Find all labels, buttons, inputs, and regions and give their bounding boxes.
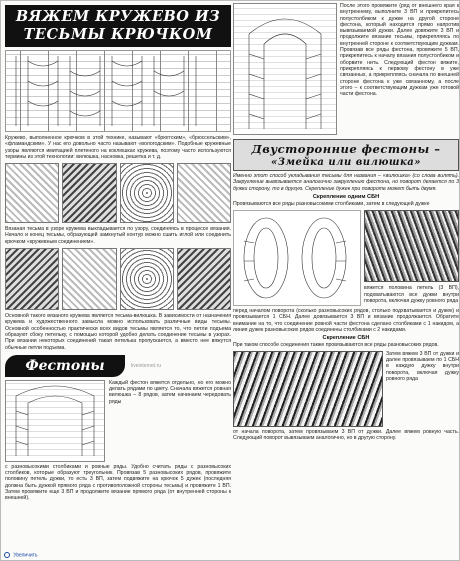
bottom-block [233, 351, 459, 427]
lace-swatch [62, 163, 116, 223]
festony-block [5, 380, 231, 462]
bottom-side-text: Затем вяжем 3 ВП от дужки и далее провязываем по 1 СБН в каждую дужку внутри поворота, включая дужку ровного ряда [386, 350, 459, 382]
lace-swatch [120, 248, 174, 310]
lace-pattern-diagram-strip [5, 50, 231, 132]
lace-photo [364, 210, 459, 282]
subtitle-line1: Двусторонние фестоны – [251, 142, 441, 156]
main-title-banner [5, 5, 231, 47]
subtitle-line2: «Змейка или вилюшка» [271, 157, 421, 168]
festony-header [5, 355, 231, 377]
tape-paragraph: Вязаная тесьма в узоре кружева выкладывается по узору, соединяясь в процессе вязания. Начало и конец тесьмы, образующей замкнутый контур можно сшить иглой или соединить крючком «кружевным соединением». [5, 226, 231, 245]
lace-swatch [5, 163, 59, 223]
main-title-line2: ТЕСЬМЫ КРЮЧКОМ [23, 26, 213, 43]
lace-swatch [62, 248, 116, 310]
mid-paragraph: перед началом поворота (сколько разновысоких рядов, столько подхватывается и дужек) и провязывается 1 СБН. Далее довязывается 3 ВП и вязание продолжается. Обратите внимание на то, что соединение ровной части фестона сделано столбиками с 1 накидом, а линия дужек разновысоких рядов соединены столбиками с 2 накидами. [233, 308, 459, 334]
lace-swatch [5, 248, 59, 310]
magnifier-icon [4, 552, 10, 558]
left-column [5, 5, 231, 553]
lace-swatch [177, 163, 231, 223]
zoom-label: Увеличить [13, 552, 38, 558]
lace-swatch [177, 248, 231, 310]
lace-photo-large [233, 351, 383, 427]
swatch-row-1 [5, 163, 231, 223]
festony-paragraph: с разновысокими столбиками и ровные ряды. Удобно считать ряды с разновысоких столбиков, которые образуют треугольник. Провязав 5 разновысоких рядов, провяжите половину петель дужки, то есть 3 ВП, затем подвяжите на крючок 5 дужек (последняя должна быть дужкой прямого ряда с противоположной стороны тесьмы) и провяжите 1 ВП. Затем провяжите еще 3 ВП и продолжите вязание прямого ряда (от внутренней стороны к внешней). [5, 463, 231, 502]
swatch-row-2 [5, 248, 231, 310]
zoom-link[interactable] [4, 552, 38, 558]
festony-intro: Каждый фестон вяжется отдельно, но его можно делать рядами по цвету. Сначала вяжется ровная вилюшка – 8 рядов, затем начинаем чередовать ряды [109, 379, 231, 405]
subtitle-banner [233, 139, 459, 171]
festony-chart-diagram [233, 3, 337, 135]
festony-title: Фестоны [5, 355, 125, 377]
section-1-text: Провязываются все ряды разновысокими столбиками, затем в следующей дужке [233, 200, 430, 207]
bottom-paragraph: от начала поворота, затем провязываем 3 ВП от дужки. Далее вяжем ровную часть. Следующий поворот вывязываем аналогично, но в другую сторону. [233, 428, 459, 441]
oval-block [233, 210, 459, 306]
basics-paragraph: Основной такого вязаного кружева является тесьма-вилюшка. В зависимости от назначения кружева и художественного замысла можно использовать различные виды тесьмы. Основной особенностью практически всех видов тесьмы является то, что петли подъема образуют сбоку петельку, с помощью которой удобно делать соединение тесьмы в узорах. При вязании некоторых соединений такая петелька пропускается, а вместо нее вяжутся обычные петли подъема. [5, 313, 231, 351]
oval-side [364, 210, 459, 306]
right-top-block [233, 3, 459, 135]
lace-swatch [120, 163, 174, 223]
right-top-text: После этого провяжите (ряд от внешнего края к внутреннему, выполните 3 ВП и прикрепитесь полустолбиком к дужке на другой стороне фестона, который находится прямо напротив вывязываемой дужки. Далее довяжите 3 ВП и продолжите вязание тесьмы, прикрепляясь по внутренней стороне к соответствующим дужкам. Провязав все ряды фестона, провяжите 5 ВП, прикрепитесь к началу вязания полустолбиком и оборвите нить. Следующий фестон вяжите, прикрепляясь к первому фестону в уже связанных, а прикрепляясь сначала по внешней стороне фестона к уже связанному, а после этого – к соответствующим дужкам уже готовой части фестона. [340, 3, 459, 98]
serpentine-diagram [233, 210, 361, 306]
section-heading-2: Скрепление СБН [322, 335, 370, 342]
right-column [233, 3, 459, 555]
section-2-text: При таком способе соединения также провязываются все ряды разновысоких рядов. [233, 342, 439, 349]
oval-side-text: вяжется половина петель (3 ВП), подхватываются все дужки внутри поворота, включая дужку ровного ряда [364, 285, 459, 304]
serpentine-intro: Именно этот способ укладывания тесьмы для названия – «вилюшка» (со слова вилять). Закругление вывязывается аналогично закруглению фестона, но поворот делается по 3 дужки сторону, то в другую. Скрепление дужек при повороте может быть двумя. [233, 173, 459, 192]
section-heading-1: Скрепление одним СБН [312, 193, 380, 200]
main-title-line1: ВЯЖЕМ КРУЖЕВО ИЗ [15, 8, 221, 25]
intro-paragraph: Кружево, выполненное крючком в этой технике, называют «брюггским», «брюссельским», «фламандским». У нас его довольно часто называют «вологодским». Подобные кружевные узоры являются имитацией плетеного на коклюшках кружева, поэтому часто используются термины из этой технологии: вилюшка, насновка, решетка и т. д. [5, 135, 231, 160]
festony-diagram [5, 380, 105, 462]
watermark: liveinternet.ru [131, 362, 162, 369]
